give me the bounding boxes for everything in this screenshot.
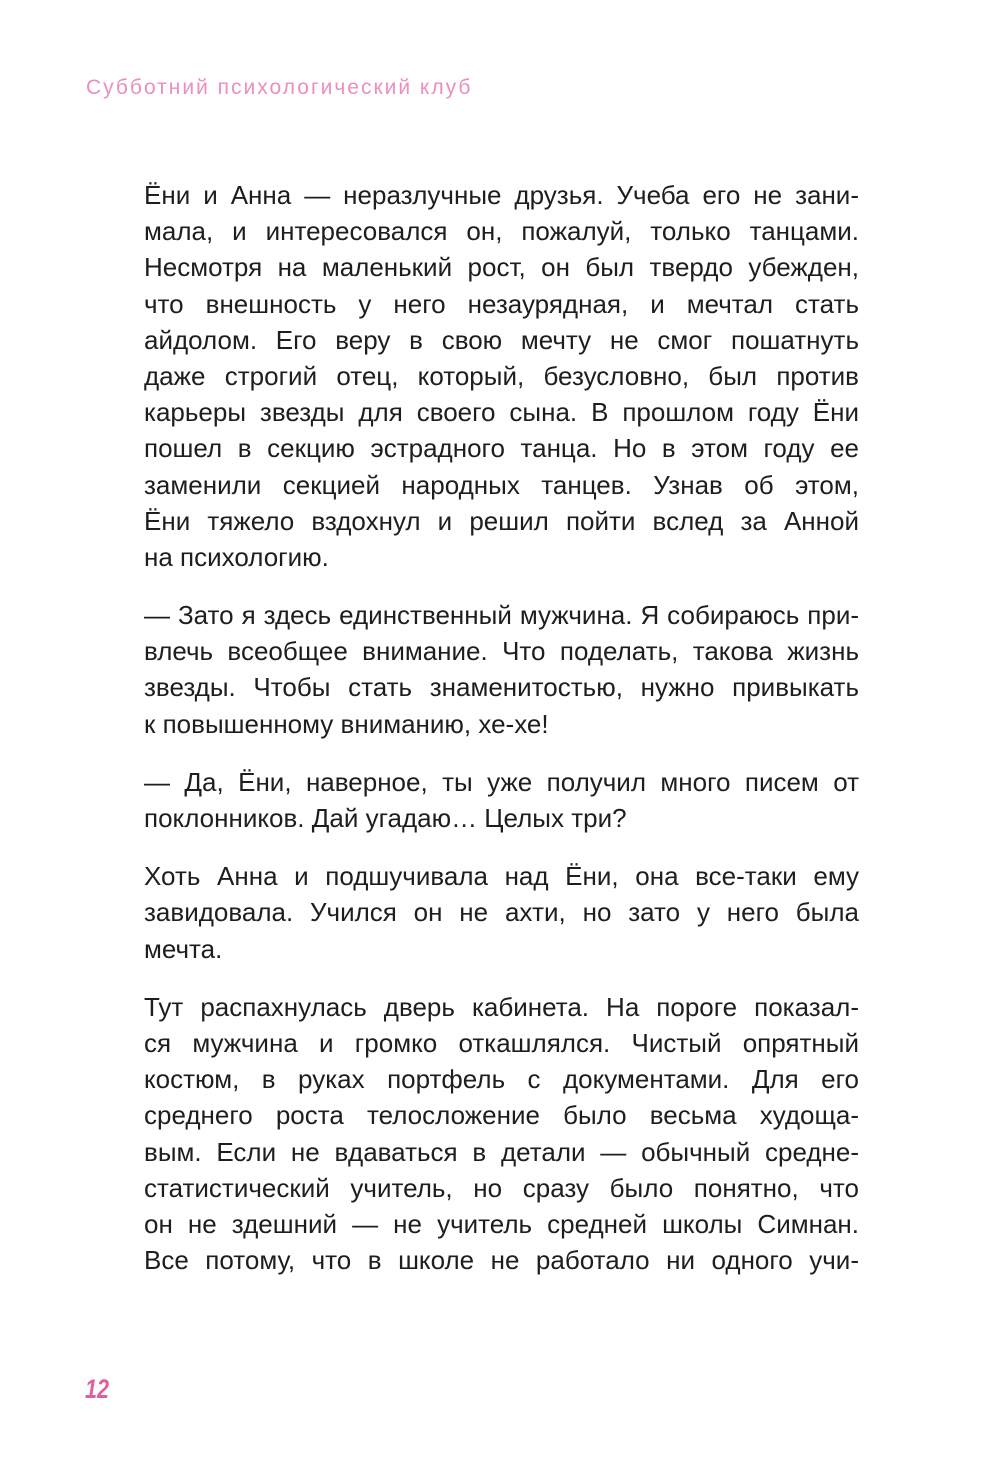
text-line: — Зато я здесь единственный мужчина. Я собираюсь при- xyxy=(144,600,859,631)
paragraph-2 xyxy=(144,597,859,742)
text-line: — Да, Ёни, наверное, ты уже получил много писем от xyxy=(144,766,859,797)
text-line: пошел в секцию эстрадного танца. Но в этом году ее xyxy=(144,433,859,464)
paragraph-4 xyxy=(144,858,859,967)
text-line: Несмотря на маленький рост, он был твердо убежден, xyxy=(144,252,859,283)
running-header: Субботний психологический клуб xyxy=(86,76,473,99)
text-line-last: поклонников. Дай угадаю… Целых три? xyxy=(144,803,627,833)
page-body xyxy=(144,177,859,1278)
text-line: Тут распахнулась дверь кабинета. На пороге показал- xyxy=(144,991,859,1022)
text-line: среднего роста телосложение было весьма худоща- xyxy=(144,1100,859,1131)
text-line: что внешность у него незаурядная, и мечтал стать xyxy=(144,288,859,319)
text-line: Хоть Анна и подшучивала над Ёни, она все-таки ему xyxy=(144,861,859,892)
text-line: вым. Если не вдаваться в детали — обычный средне- xyxy=(144,1136,859,1167)
text-line: костюм, в руках портфель с документами. Для его xyxy=(144,1064,859,1095)
paragraph-5 xyxy=(144,989,859,1279)
text-line: влечь всеобщее внимание. Что поделать, такова жизнь xyxy=(144,636,859,667)
text-line: мала, и интересовался он, пожалуй, только танцами. xyxy=(144,216,859,247)
text-line: Ёни тяжело вздохнул и решил пойти вслед за Анной xyxy=(144,505,859,536)
text-line: он не здешний — не учитель средней школы Симнан. xyxy=(144,1208,859,1239)
text-line: айдолом. Его веру в свою мечту не смог пошатнуть xyxy=(144,324,859,355)
text-line: Ёни и Анна — неразлучные друзья. Учеба его не зани- xyxy=(144,180,859,210)
text-line: ся мужчина и громко откашлялся. Чистый опрятный xyxy=(144,1027,859,1058)
text-line: завидовала. Учился он не ахти, но зато у него была xyxy=(144,897,859,928)
text-line-last: к повышенному вниманию, хе-хе! xyxy=(144,708,549,739)
page-number: 12 xyxy=(85,1374,110,1404)
text-line: Все потому, что в школе не работало ни одного учи- xyxy=(144,1245,859,1276)
paragraph-1 xyxy=(144,177,859,575)
text-line-last: мечта. xyxy=(144,933,223,964)
text-line: карьеры звезды для своего сына. В прошлом году Ёни xyxy=(144,397,859,428)
text-line: статистический учитель, но сразу было понятно, что xyxy=(144,1172,859,1203)
text-line: даже строгий отец, который, безусловно, был против xyxy=(144,360,859,391)
text-line: заменили секцией народных танцев. Узнав об этом, xyxy=(144,469,859,500)
paragraph-3 xyxy=(144,764,859,836)
text-line: звезды. Чтобы стать знаменитостью, нужно привыкать xyxy=(144,672,859,703)
text-line-last: на психологию. xyxy=(144,541,329,572)
